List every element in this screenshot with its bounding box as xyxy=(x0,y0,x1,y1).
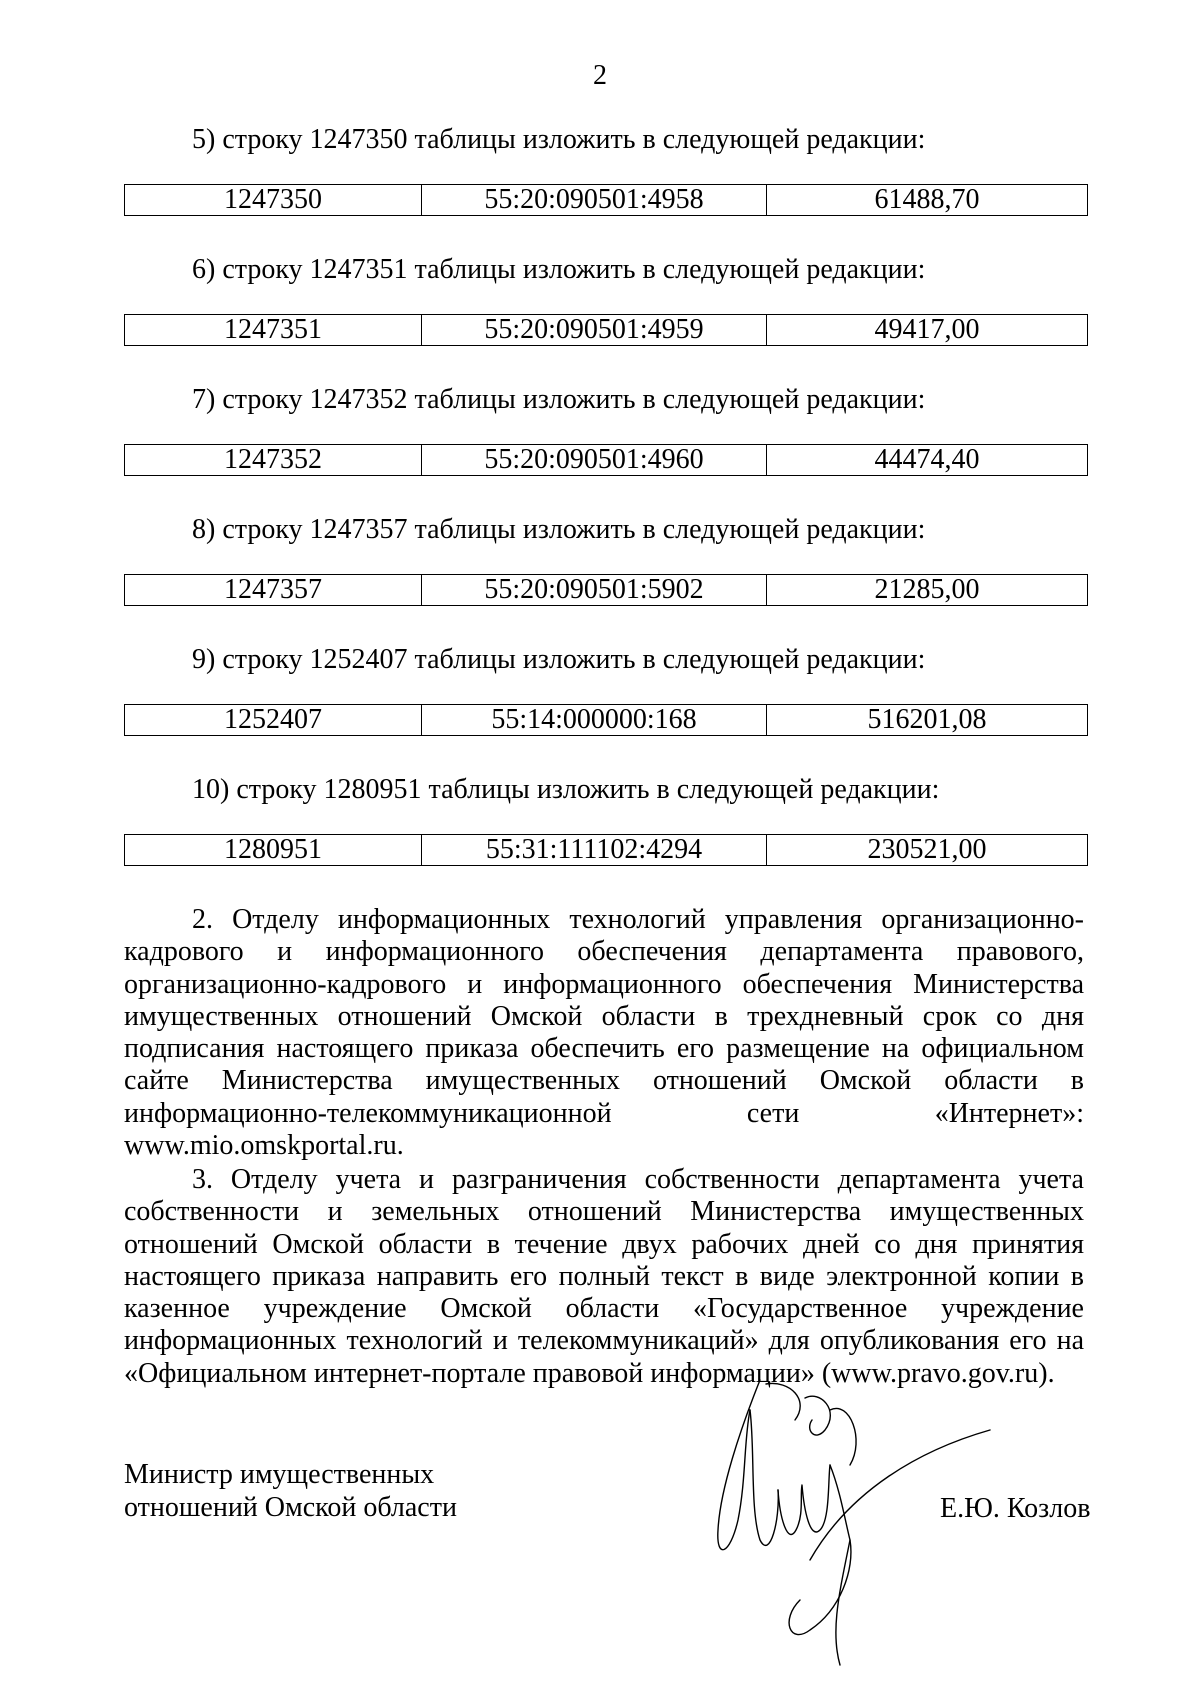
table-cell-row-number: 1280951 xyxy=(125,835,422,866)
table-cell-cadastral-number: 55:31:111102:4294 xyxy=(422,835,767,866)
page-number: 2 xyxy=(593,60,607,91)
table-cell-cadastral-number: 55:20:090501:4960 xyxy=(422,445,767,476)
instruction-text: 9) строку 1252407 таблицы изложить в следующей редакции: xyxy=(192,644,926,675)
table-cell-cadastral-number: 55:14:000000:168 xyxy=(422,705,767,736)
table-cell-row-number: 1247350 xyxy=(125,185,422,216)
paragraph-2: 2. Отделу информационных технологий управления организационно-кадрового и информационного обеспечения департамента правового, организационно-кадрового и информационного обеспечения Министерства имущественных отношений Омской области в трехдневный срок со дня подписания настоящего приказа обеспечить его размещение на официальном сайте Министерства имущественных отношений Омской области в информационно-телекоммуникационной сети «Интернет»: www.mio.omskportal.ru. xyxy=(124,904,1084,1162)
amendment-table xyxy=(124,444,1088,476)
table-cell-value: 61488,70 xyxy=(767,185,1088,216)
instruction-item xyxy=(124,514,1084,546)
amendment-table xyxy=(124,834,1088,866)
amendment-table xyxy=(124,314,1088,346)
instruction-item xyxy=(124,644,1084,676)
table-row xyxy=(125,445,1088,476)
table-cell-cadastral-number: 55:20:090501:4958 xyxy=(422,185,767,216)
table-cell-value: 230521,00 xyxy=(767,835,1088,866)
amendment-table xyxy=(124,704,1088,736)
instruction-text: 5) строку 1247350 таблицы изложить в следующей редакции: xyxy=(192,124,926,155)
signatory-position-line1: Министр имущественных xyxy=(124,1459,435,1490)
instruction-text: 7) строку 1247352 таблицы изложить в следующей редакции: xyxy=(192,384,926,415)
table-cell-value: 44474,40 xyxy=(767,445,1088,476)
table-cell-row-number: 1252407 xyxy=(125,705,422,736)
instruction-text: 10) строку 1280951 таблицы изложить в следующей редакции: xyxy=(192,774,940,805)
instruction-item xyxy=(124,774,1084,806)
table-row xyxy=(125,705,1088,736)
table-cell-cadastral-number: 55:20:090501:4959 xyxy=(422,315,767,346)
table-row xyxy=(125,315,1088,346)
table-cell-cadastral-number: 55:20:090501:5902 xyxy=(422,575,767,606)
paragraph-3: 3. Отделу учета и разграничения собственности департамента учета собственности и земельных отношений Министерства имущественных отношений Омской области в течение двух рабочих дней со дня принятия настоящего приказа направить его полный текст в виде электронной копии в казенное учреждение Омской области «Государственное учреждение информационных технологий и телекоммуникаций» для опубликования его на «Официальном интернет-портале правовой информации» (www.pravo.gov.ru). xyxy=(124,1164,1084,1389)
table-row xyxy=(125,835,1088,866)
table-cell-value: 516201,08 xyxy=(767,705,1088,736)
table-cell-row-number: 1247352 xyxy=(125,445,422,476)
amendment-table xyxy=(124,184,1088,216)
table-row xyxy=(125,185,1088,216)
table-cell-row-number: 1247357 xyxy=(125,575,422,606)
table-cell-row-number: 1247351 xyxy=(125,315,422,346)
signatory-name: Е.Ю. Козлов xyxy=(940,1493,1091,1524)
instruction-text: 6) строку 1247351 таблицы изложить в следующей редакции: xyxy=(192,254,926,285)
table-cell-value: 49417,00 xyxy=(767,315,1088,346)
table-row xyxy=(125,575,1088,606)
instruction-item xyxy=(124,124,1084,156)
instruction-item xyxy=(124,254,1084,286)
table-cell-value: 21285,00 xyxy=(767,575,1088,606)
instruction-text: 8) строку 1247357 таблицы изложить в следующей редакции: xyxy=(192,514,926,545)
signatory-position-line2: отношений Омской области xyxy=(124,1492,457,1523)
instruction-item xyxy=(124,384,1084,416)
amendment-table xyxy=(124,574,1088,606)
signatory-position xyxy=(124,1458,457,1524)
